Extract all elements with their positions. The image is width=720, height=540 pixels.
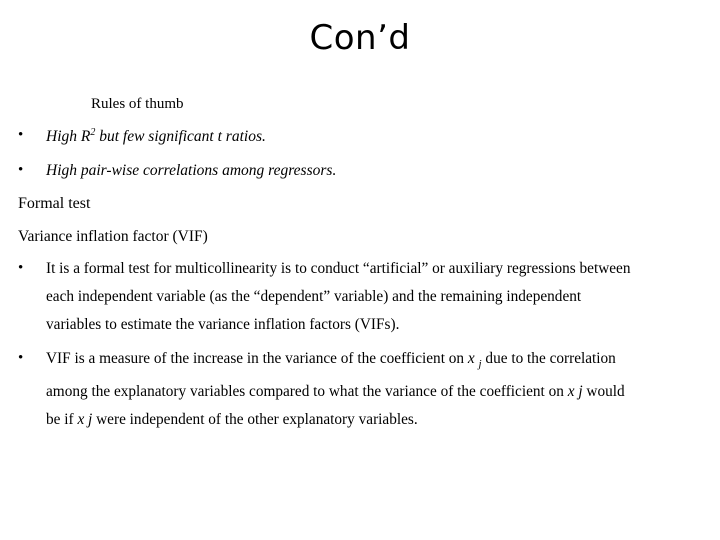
p2-l3-pre: be if xyxy=(46,411,78,429)
bullet-icon: • xyxy=(18,127,24,143)
bullet-icon: • xyxy=(18,350,24,366)
p2-l3-x: x j xyxy=(77,411,93,429)
vif-heading: Variance inflation factor (VIF) xyxy=(18,228,208,245)
p2-l1-x: x xyxy=(467,350,475,367)
rule-text-1-post: but few significant t ratios. xyxy=(95,128,266,146)
p2-l2-post: would xyxy=(582,383,625,401)
formal-test-label: Formal test xyxy=(18,195,91,212)
rule-text-1-sup: 2 xyxy=(90,127,96,138)
slide-title: Con’d xyxy=(309,18,411,58)
p2-l1-sub: j xyxy=(478,358,482,371)
vif-paragraph-1-line-1: It is a formal test for multicollinearity is to conduct “artificial” or auxiliary regressions between xyxy=(46,260,631,277)
rules-subtitle: Rules of thumb xyxy=(91,96,184,112)
vif-paragraph-2-line-3 xyxy=(46,406,706,434)
vif-paragraph-1 xyxy=(46,255,706,339)
vif-paragraph-2-line-1 xyxy=(46,345,706,378)
p2-l1-pre: VIF is a measure of the increase in the variance of the coefficient on xyxy=(46,350,468,367)
bullet-icon: • xyxy=(18,162,24,178)
vif-paragraph-2-line-2 xyxy=(46,378,706,406)
rule-text-2: High pair-wise correlations among regressors. xyxy=(46,162,337,179)
vif-paragraph-2 xyxy=(46,345,706,434)
p2-l2-pre: among the explanatory variables compared to what the variance of the coefficient on xyxy=(46,383,568,401)
bullet-icon: • xyxy=(18,260,24,276)
p2-l3-post: were independent of the other explanatory variables. xyxy=(92,411,418,429)
rule-text-1-pre: High R xyxy=(46,128,91,146)
p2-l1-post: due to the correlation xyxy=(481,350,616,367)
vif-paragraph-1-line-3: variables to estimate the variance inflation factors (VIFs). xyxy=(46,316,400,333)
vif-paragraph-1-line-2: each independent variable (as the “dependent” variable) and the remaining independent xyxy=(46,288,582,305)
p2-l2-x: x j xyxy=(567,383,583,401)
rule-text-1 xyxy=(46,127,702,146)
